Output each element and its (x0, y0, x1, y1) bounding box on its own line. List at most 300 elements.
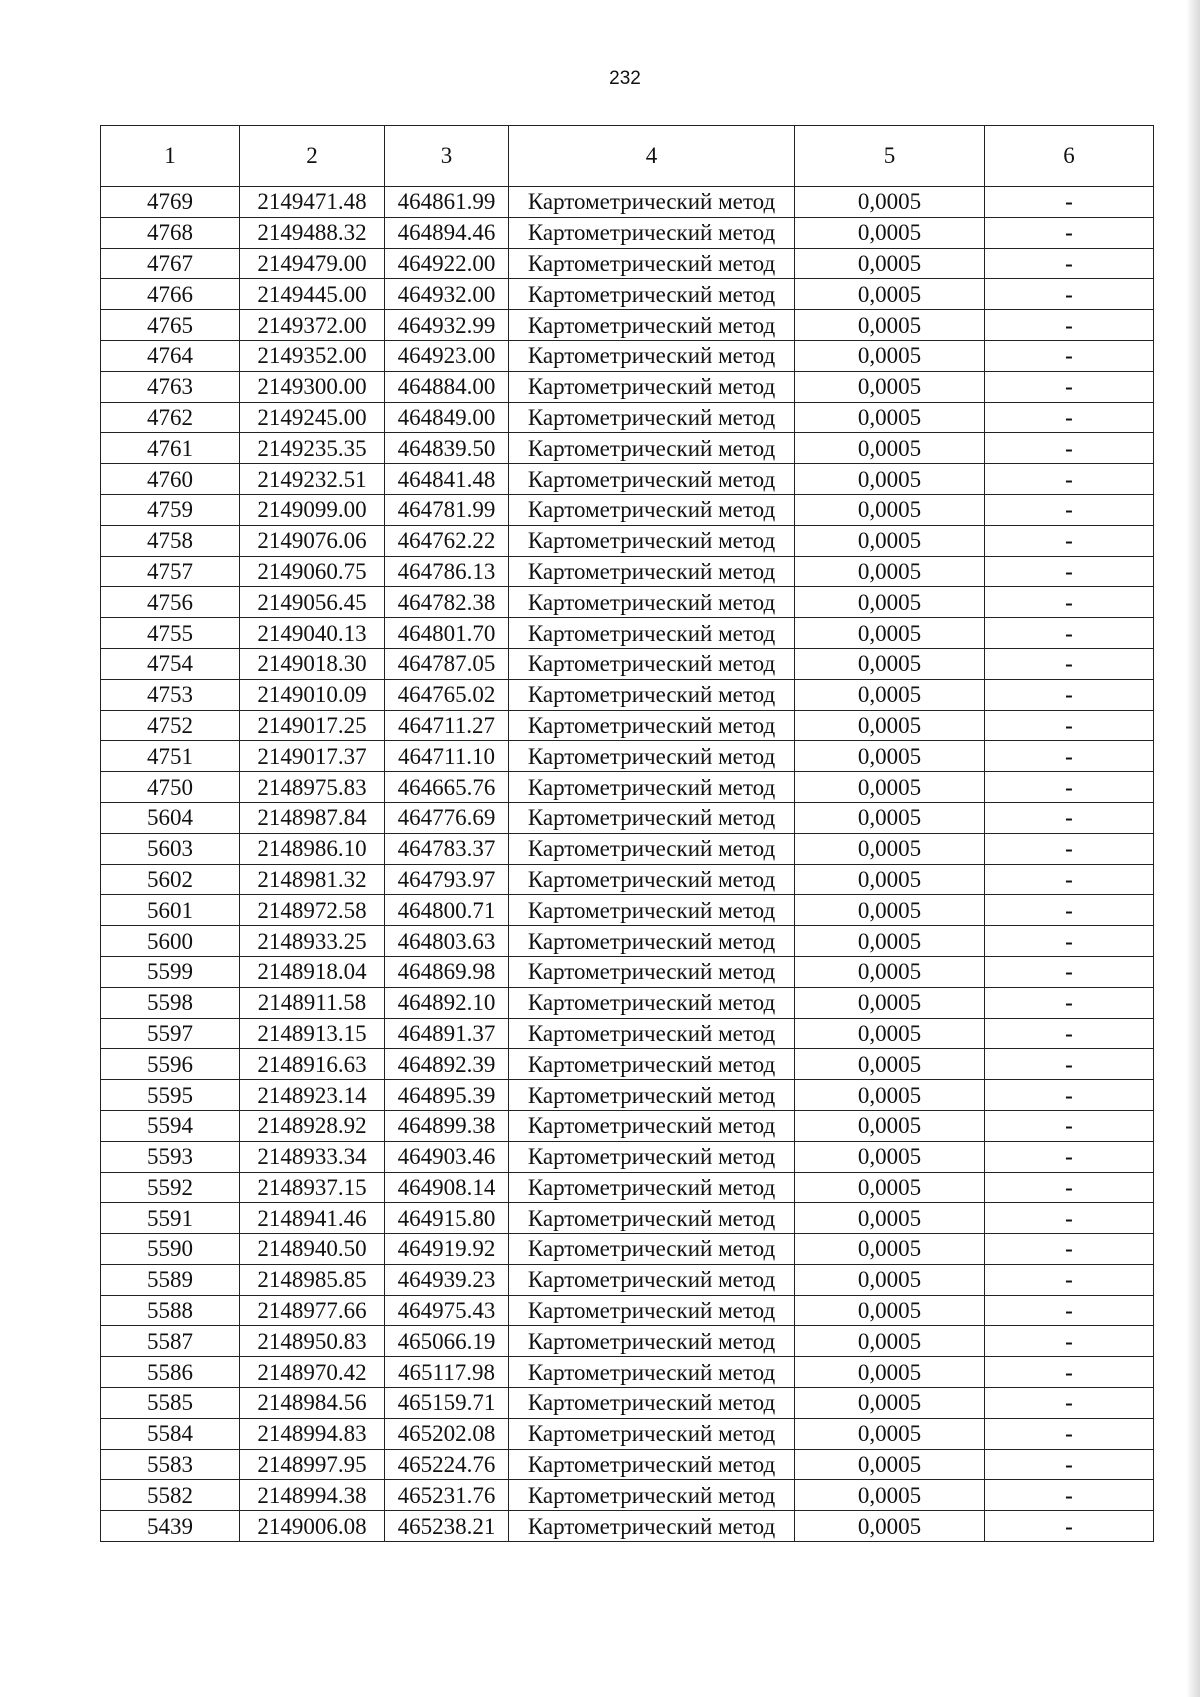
y-coordinate-cell: 464892.10 (385, 987, 509, 1018)
method-cell: Картометрический метод (509, 525, 795, 556)
note-cell: - (985, 1264, 1154, 1295)
point-number-cell: 5582 (101, 1480, 240, 1511)
note-cell: - (985, 1295, 1154, 1326)
point-number-cell: 4760 (101, 464, 240, 495)
table-row (101, 956, 1154, 987)
note-cell: - (985, 340, 1154, 371)
point-number-cell: 5600 (101, 926, 240, 957)
y-coordinate-cell: 464923.00 (385, 340, 509, 371)
table-row (101, 1295, 1154, 1326)
point-number-cell: 5604 (101, 802, 240, 833)
point-number-cell: 5599 (101, 956, 240, 987)
y-coordinate-cell: 464899.38 (385, 1110, 509, 1141)
note-cell: - (985, 772, 1154, 803)
table-row (101, 1018, 1154, 1049)
table-row (101, 772, 1154, 803)
header-cell-6: 6 (985, 126, 1154, 187)
table-row (101, 833, 1154, 864)
note-cell: - (985, 1234, 1154, 1265)
point-number-cell: 4758 (101, 525, 240, 556)
accuracy-cell: 0,0005 (795, 710, 985, 741)
table-row (101, 248, 1154, 279)
x-coordinate-cell: 2148981.32 (240, 864, 385, 895)
table-row (101, 1172, 1154, 1203)
method-cell: Картометрический метод (509, 1388, 795, 1419)
y-coordinate-cell: 464803.63 (385, 926, 509, 957)
note-cell: - (985, 217, 1154, 248)
note-cell: - (985, 1418, 1154, 1449)
y-coordinate-cell: 464932.99 (385, 310, 509, 341)
point-number-cell: 4761 (101, 433, 240, 464)
note-cell: - (985, 587, 1154, 618)
note-cell: - (985, 1357, 1154, 1388)
x-coordinate-cell: 2149018.30 (240, 648, 385, 679)
x-coordinate-cell: 2149099.00 (240, 494, 385, 525)
point-number-cell: 5591 (101, 1203, 240, 1234)
x-coordinate-cell: 2148911.58 (240, 987, 385, 1018)
accuracy-cell: 0,0005 (795, 1480, 985, 1511)
x-coordinate-cell: 2148933.34 (240, 1141, 385, 1172)
accuracy-cell: 0,0005 (795, 556, 985, 587)
note-cell: - (985, 371, 1154, 402)
x-coordinate-cell: 2149352.00 (240, 340, 385, 371)
note-cell: - (985, 741, 1154, 772)
table-row (101, 279, 1154, 310)
table-row (101, 1141, 1154, 1172)
note-cell: - (985, 1449, 1154, 1480)
method-cell: Картометрический метод (509, 987, 795, 1018)
method-cell: Картометрический метод (509, 402, 795, 433)
y-coordinate-cell: 464765.02 (385, 679, 509, 710)
point-number-cell: 4753 (101, 679, 240, 710)
point-number-cell: 5587 (101, 1326, 240, 1357)
accuracy-cell: 0,0005 (795, 340, 985, 371)
method-cell: Картометрический метод (509, 1449, 795, 1480)
note-cell: - (985, 310, 1154, 341)
note-cell: - (985, 833, 1154, 864)
method-cell: Картометрический метод (509, 556, 795, 587)
table-row (101, 618, 1154, 649)
note-cell: - (985, 956, 1154, 987)
accuracy-cell: 0,0005 (795, 371, 985, 402)
note-cell: - (985, 433, 1154, 464)
point-number-cell: 4767 (101, 248, 240, 279)
method-cell: Картометрический метод (509, 833, 795, 864)
point-number-cell: 5589 (101, 1264, 240, 1295)
table-row (101, 340, 1154, 371)
x-coordinate-cell: 2149372.00 (240, 310, 385, 341)
accuracy-cell: 0,0005 (795, 1511, 985, 1542)
x-coordinate-cell: 2148941.46 (240, 1203, 385, 1234)
table-row (101, 371, 1154, 402)
method-cell: Картометрический метод (509, 1080, 795, 1111)
note-cell: - (985, 1018, 1154, 1049)
method-cell: Картометрический метод (509, 248, 795, 279)
y-coordinate-cell: 464801.70 (385, 618, 509, 649)
x-coordinate-cell: 2148984.56 (240, 1388, 385, 1419)
header-cell-1: 1 (101, 126, 240, 187)
note-cell: - (985, 802, 1154, 833)
method-cell: Картометрический метод (509, 187, 795, 218)
method-cell: Картометрический метод (509, 371, 795, 402)
accuracy-cell: 0,0005 (795, 402, 985, 433)
point-number-cell: 4759 (101, 494, 240, 525)
x-coordinate-cell: 2149056.45 (240, 587, 385, 618)
point-number-cell: 5597 (101, 1018, 240, 1049)
table-row (101, 1049, 1154, 1080)
table-row (101, 648, 1154, 679)
x-coordinate-cell: 2148913.15 (240, 1018, 385, 1049)
accuracy-cell: 0,0005 (795, 1418, 985, 1449)
table-row (101, 310, 1154, 341)
coordinates-table (100, 125, 1154, 1542)
method-cell: Картометрический метод (509, 679, 795, 710)
accuracy-cell: 0,0005 (795, 895, 985, 926)
point-number-cell: 5602 (101, 864, 240, 895)
note-cell: - (985, 618, 1154, 649)
point-number-cell: 5592 (101, 1172, 240, 1203)
y-coordinate-cell: 464892.39 (385, 1049, 509, 1080)
x-coordinate-cell: 2149060.75 (240, 556, 385, 587)
table-row (101, 1080, 1154, 1111)
x-coordinate-cell: 2149445.00 (240, 279, 385, 310)
accuracy-cell: 0,0005 (795, 864, 985, 895)
y-coordinate-cell: 465159.71 (385, 1388, 509, 1419)
table-row (101, 1388, 1154, 1419)
table-row (101, 1449, 1154, 1480)
y-coordinate-cell: 464839.50 (385, 433, 509, 464)
y-coordinate-cell: 464932.00 (385, 279, 509, 310)
method-cell: Картометрический метод (509, 1295, 795, 1326)
accuracy-cell: 0,0005 (795, 1080, 985, 1111)
accuracy-cell: 0,0005 (795, 1234, 985, 1265)
table-row (101, 1234, 1154, 1265)
x-coordinate-cell: 2149300.00 (240, 371, 385, 402)
x-coordinate-cell: 2148972.58 (240, 895, 385, 926)
method-cell: Картометрический метод (509, 710, 795, 741)
x-coordinate-cell: 2148997.95 (240, 1449, 385, 1480)
x-coordinate-cell: 2148987.84 (240, 802, 385, 833)
table-row (101, 464, 1154, 495)
method-cell: Картометрический метод (509, 648, 795, 679)
point-number-cell: 5590 (101, 1234, 240, 1265)
y-coordinate-cell: 464903.46 (385, 1141, 509, 1172)
note-cell: - (985, 1141, 1154, 1172)
table-row (101, 895, 1154, 926)
accuracy-cell: 0,0005 (795, 1264, 985, 1295)
method-cell: Картометрический метод (509, 1018, 795, 1049)
accuracy-cell: 0,0005 (795, 1449, 985, 1480)
x-coordinate-cell: 2148940.50 (240, 1234, 385, 1265)
method-cell: Картометрический метод (509, 1264, 795, 1295)
point-number-cell: 4757 (101, 556, 240, 587)
y-coordinate-cell: 465202.08 (385, 1418, 509, 1449)
y-coordinate-cell: 464919.92 (385, 1234, 509, 1265)
method-cell: Картометрический метод (509, 1049, 795, 1080)
y-coordinate-cell: 464884.00 (385, 371, 509, 402)
accuracy-cell: 0,0005 (795, 1110, 985, 1141)
table-row (101, 525, 1154, 556)
table-row (101, 1264, 1154, 1295)
point-number-cell: 5583 (101, 1449, 240, 1480)
y-coordinate-cell: 464908.14 (385, 1172, 509, 1203)
y-coordinate-cell: 464787.05 (385, 648, 509, 679)
y-coordinate-cell: 465238.21 (385, 1511, 509, 1542)
method-cell: Картометрический метод (509, 1141, 795, 1172)
accuracy-cell: 0,0005 (795, 1018, 985, 1049)
accuracy-cell: 0,0005 (795, 618, 985, 649)
table-row (101, 1326, 1154, 1357)
note-cell: - (985, 525, 1154, 556)
x-coordinate-cell: 2148977.66 (240, 1295, 385, 1326)
point-number-cell: 4765 (101, 310, 240, 341)
note-cell: - (985, 1049, 1154, 1080)
point-number-cell: 4763 (101, 371, 240, 402)
accuracy-cell: 0,0005 (795, 279, 985, 310)
point-number-cell: 5598 (101, 987, 240, 1018)
accuracy-cell: 0,0005 (795, 217, 985, 248)
y-coordinate-cell: 464786.13 (385, 556, 509, 587)
table-row (101, 556, 1154, 587)
point-number-cell: 4752 (101, 710, 240, 741)
method-cell: Картометрический метод (509, 587, 795, 618)
y-coordinate-cell: 465224.76 (385, 1449, 509, 1480)
accuracy-cell: 0,0005 (795, 1203, 985, 1234)
y-coordinate-cell: 464861.99 (385, 187, 509, 218)
method-cell: Картометрический метод (509, 926, 795, 957)
y-coordinate-cell: 464711.27 (385, 710, 509, 741)
point-number-cell: 4751 (101, 741, 240, 772)
table-body (101, 187, 1154, 1542)
note-cell: - (985, 464, 1154, 495)
x-coordinate-cell: 2149232.51 (240, 464, 385, 495)
x-coordinate-cell: 2149017.25 (240, 710, 385, 741)
note-cell: - (985, 187, 1154, 218)
accuracy-cell: 0,0005 (795, 1141, 985, 1172)
note-cell: - (985, 926, 1154, 957)
method-cell: Картометрический метод (509, 1418, 795, 1449)
note-cell: - (985, 494, 1154, 525)
x-coordinate-cell: 2148923.14 (240, 1080, 385, 1111)
header-cell-2: 2 (240, 126, 385, 187)
accuracy-cell: 0,0005 (795, 802, 985, 833)
table-row (101, 217, 1154, 248)
y-coordinate-cell: 465117.98 (385, 1357, 509, 1388)
accuracy-cell: 0,0005 (795, 833, 985, 864)
method-cell: Картометрический метод (509, 1234, 795, 1265)
accuracy-cell: 0,0005 (795, 494, 985, 525)
accuracy-cell: 0,0005 (795, 464, 985, 495)
accuracy-cell: 0,0005 (795, 679, 985, 710)
y-coordinate-cell: 464793.97 (385, 864, 509, 895)
point-number-cell: 4762 (101, 402, 240, 433)
y-coordinate-cell: 464665.76 (385, 772, 509, 803)
accuracy-cell: 0,0005 (795, 1049, 985, 1080)
point-number-cell: 5595 (101, 1080, 240, 1111)
x-coordinate-cell: 2149471.48 (240, 187, 385, 218)
accuracy-cell: 0,0005 (795, 587, 985, 618)
y-coordinate-cell: 464800.71 (385, 895, 509, 926)
x-coordinate-cell: 2149010.09 (240, 679, 385, 710)
method-cell: Картометрический метод (509, 802, 795, 833)
y-coordinate-cell: 464781.99 (385, 494, 509, 525)
y-coordinate-cell: 464891.37 (385, 1018, 509, 1049)
scan-edge (1186, 0, 1200, 1697)
table-row (101, 710, 1154, 741)
table-row (101, 1418, 1154, 1449)
table-row (101, 1203, 1154, 1234)
x-coordinate-cell: 2148975.83 (240, 772, 385, 803)
method-cell: Картометрический метод (509, 741, 795, 772)
x-coordinate-cell: 2148937.15 (240, 1172, 385, 1203)
table-row (101, 1110, 1154, 1141)
x-coordinate-cell: 2148933.25 (240, 926, 385, 957)
accuracy-cell: 0,0005 (795, 648, 985, 679)
accuracy-cell: 0,0005 (795, 248, 985, 279)
table-row (101, 1511, 1154, 1542)
accuracy-cell: 0,0005 (795, 1295, 985, 1326)
method-cell: Картометрический метод (509, 1172, 795, 1203)
method-cell: Картометрический метод (509, 1326, 795, 1357)
note-cell: - (985, 279, 1154, 310)
y-coordinate-cell: 464922.00 (385, 248, 509, 279)
y-coordinate-cell: 465066.19 (385, 1326, 509, 1357)
accuracy-cell: 0,0005 (795, 310, 985, 341)
point-number-cell: 5601 (101, 895, 240, 926)
note-cell: - (985, 1388, 1154, 1419)
point-number-cell: 4764 (101, 340, 240, 371)
point-number-cell: 5586 (101, 1357, 240, 1388)
page-number: 232 (609, 68, 641, 89)
point-number-cell: 5585 (101, 1388, 240, 1419)
y-coordinate-cell: 464895.39 (385, 1080, 509, 1111)
note-cell: - (985, 1203, 1154, 1234)
table-row (101, 1357, 1154, 1388)
note-cell: - (985, 1326, 1154, 1357)
header-cell-5: 5 (795, 126, 985, 187)
y-coordinate-cell: 464776.69 (385, 802, 509, 833)
point-number-cell: 5594 (101, 1110, 240, 1141)
accuracy-cell: 0,0005 (795, 741, 985, 772)
table-header-row (101, 126, 1154, 187)
y-coordinate-cell: 464849.00 (385, 402, 509, 433)
point-number-cell: 4754 (101, 648, 240, 679)
accuracy-cell: 0,0005 (795, 525, 985, 556)
table-row (101, 741, 1154, 772)
table-row (101, 433, 1154, 464)
point-number-cell: 4750 (101, 772, 240, 803)
accuracy-cell: 0,0005 (795, 987, 985, 1018)
x-coordinate-cell: 2149235.35 (240, 433, 385, 464)
note-cell: - (985, 1172, 1154, 1203)
method-cell: Картометрический метод (509, 864, 795, 895)
table-row (101, 402, 1154, 433)
point-number-cell: 4755 (101, 618, 240, 649)
x-coordinate-cell: 2149017.37 (240, 741, 385, 772)
x-coordinate-cell: 2148916.63 (240, 1049, 385, 1080)
method-cell: Картометрический метод (509, 956, 795, 987)
method-cell: Картометрический метод (509, 433, 795, 464)
point-number-cell: 4769 (101, 187, 240, 218)
x-coordinate-cell: 2149479.00 (240, 248, 385, 279)
x-coordinate-cell: 2148970.42 (240, 1357, 385, 1388)
point-number-cell: 5584 (101, 1418, 240, 1449)
method-cell: Картометрический метод (509, 618, 795, 649)
method-cell: Картометрический метод (509, 895, 795, 926)
note-cell: - (985, 248, 1154, 279)
method-cell: Картометрический метод (509, 494, 795, 525)
accuracy-cell: 0,0005 (795, 926, 985, 957)
x-coordinate-cell: 2148986.10 (240, 833, 385, 864)
x-coordinate-cell: 2149040.13 (240, 618, 385, 649)
accuracy-cell: 0,0005 (795, 187, 985, 218)
note-cell: - (985, 864, 1154, 895)
y-coordinate-cell: 464869.98 (385, 956, 509, 987)
method-cell: Картометрический метод (509, 464, 795, 495)
x-coordinate-cell: 2149006.08 (240, 1511, 385, 1542)
accuracy-cell: 0,0005 (795, 1172, 985, 1203)
table-row (101, 494, 1154, 525)
method-cell: Картометрический метод (509, 217, 795, 248)
method-cell: Картометрический метод (509, 279, 795, 310)
x-coordinate-cell: 2148950.83 (240, 1326, 385, 1357)
y-coordinate-cell: 464711.10 (385, 741, 509, 772)
note-cell: - (985, 1110, 1154, 1141)
table-row (101, 926, 1154, 957)
y-coordinate-cell: 464939.23 (385, 1264, 509, 1295)
accuracy-cell: 0,0005 (795, 433, 985, 464)
accuracy-cell: 0,0005 (795, 956, 985, 987)
y-coordinate-cell: 464915.80 (385, 1203, 509, 1234)
x-coordinate-cell: 2149076.06 (240, 525, 385, 556)
y-coordinate-cell: 464782.38 (385, 587, 509, 618)
note-cell: - (985, 710, 1154, 741)
accuracy-cell: 0,0005 (795, 1326, 985, 1357)
point-number-cell: 4768 (101, 217, 240, 248)
x-coordinate-cell: 2148994.38 (240, 1480, 385, 1511)
point-number-cell: 5588 (101, 1295, 240, 1326)
header-cell-3: 3 (385, 126, 509, 187)
table-row (101, 679, 1154, 710)
note-cell: - (985, 679, 1154, 710)
y-coordinate-cell: 464783.37 (385, 833, 509, 864)
x-coordinate-cell: 2148918.04 (240, 956, 385, 987)
note-cell: - (985, 895, 1154, 926)
method-cell: Картометрический метод (509, 1203, 795, 1234)
table-row (101, 987, 1154, 1018)
note-cell: - (985, 1080, 1154, 1111)
method-cell: Картометрический метод (509, 1480, 795, 1511)
table-row (101, 864, 1154, 895)
method-cell: Картометрический метод (509, 1511, 795, 1542)
point-number-cell: 4756 (101, 587, 240, 618)
accuracy-cell: 0,0005 (795, 1388, 985, 1419)
x-coordinate-cell: 2149488.32 (240, 217, 385, 248)
y-coordinate-cell: 464975.43 (385, 1295, 509, 1326)
y-coordinate-cell: 464894.46 (385, 217, 509, 248)
point-number-cell: 5603 (101, 833, 240, 864)
x-coordinate-cell: 2148928.92 (240, 1110, 385, 1141)
header-cell-4: 4 (509, 126, 795, 187)
table-row (101, 187, 1154, 218)
point-number-cell: 5596 (101, 1049, 240, 1080)
note-cell: - (985, 1511, 1154, 1542)
note-cell: - (985, 648, 1154, 679)
method-cell: Картометрический метод (509, 1110, 795, 1141)
method-cell: Картометрический метод (509, 772, 795, 803)
y-coordinate-cell: 465231.76 (385, 1480, 509, 1511)
method-cell: Картометрический метод (509, 1357, 795, 1388)
